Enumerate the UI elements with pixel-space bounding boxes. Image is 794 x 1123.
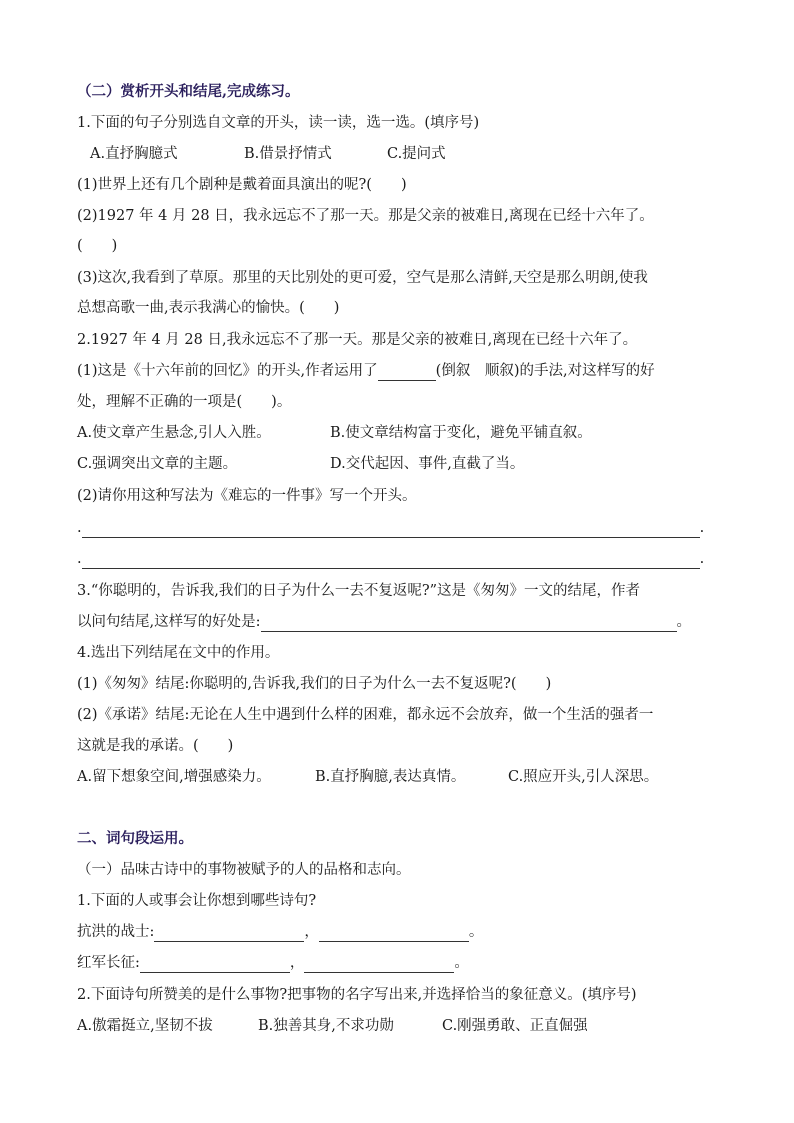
part2-q1-stem: 1.下面的人或事会让你想到哪些诗句? [77, 893, 317, 909]
writing-line-2-dot-right: . [699, 551, 705, 567]
q2-stem: 2.1927 年 4 月 28 日,我永远忘不了那一天。那是父亲的被难日,离现在已经十六年了。 [77, 332, 638, 348]
part2-q1-row-2-label: 红军长征: [77, 955, 140, 971]
writing-line-2-rule[interactable] [82, 554, 700, 569]
q1-option-b: B.借景抒情式 [244, 146, 332, 162]
part2-q2-options [77, 1016, 724, 1036]
q2-sub1-answer-blank[interactable] [378, 366, 436, 381]
q3-line-2 [77, 612, 724, 632]
writing-line-1-dot-right: . [699, 520, 705, 536]
q4-option-c: C.照应开头,引人深思。 [508, 769, 659, 785]
q1-stem: 1.下面的句子分别选自文章的开头，读一读，选一选。(填序号) [77, 115, 480, 131]
part2-q1-row-1-blank-2[interactable] [319, 927, 469, 942]
q1-item-2-answer[interactable]: ( ) [77, 238, 118, 254]
part-2-sub-heading: （一）品味古诗中的事物被赋予的人的品格和志向。 [77, 862, 411, 878]
q1-options [90, 144, 724, 164]
q4-option-b: B.直抒胸臆,表达真情。 [315, 769, 466, 785]
q4-stem: 4.选出下列结尾在文中的作用。 [77, 645, 280, 661]
q1-item-1: (1)世界上还有几个剧种是戴着面具演出的呢?( ) [77, 177, 407, 193]
part-2-heading: 二、词句段运用。 [77, 830, 193, 847]
part2-q1-row-2-period: 。 [454, 955, 469, 971]
part2-q1-row-1 [77, 922, 724, 942]
q2-sub1-line-2: 处，理解不正确的一项是( )。 [77, 394, 292, 410]
part2-q1-row-2-comma: ， [289, 955, 305, 971]
part2-q1-row-1-period: 。 [468, 924, 484, 940]
q2-options-row-1 [77, 423, 724, 443]
part2-q1-row-1-comma: ， [304, 924, 319, 940]
part2-q2-option-b: B.独善其身,不求功勋 [258, 1018, 394, 1034]
q2-sub1-text-pre: (1)这是《十六年前的回忆》的开头,作者运用了 [77, 363, 378, 379]
q2-option-c: C.强调突出文章的主题。 [77, 456, 238, 472]
writing-line-2-dot-left: . [77, 551, 82, 567]
q1-option-c: C.提问式 [387, 146, 446, 162]
q2-sub2: (2)请你用这种写法为《难忘的一件事》写一个开头。 [77, 488, 417, 504]
q3-line-1: 3.“你聪明的，告诉我,我们的日子为什么一去不复返呢?”这是《匆匆》一文的结尾，作者 [77, 583, 641, 599]
writing-line-1-rule[interactable] [82, 523, 700, 538]
q4-options [77, 767, 724, 787]
q4-item-2-line-1: (2)《承诺》结尾:无论在人生中遇到什么样的困难，都永远不会放弃，做一个生活的强者一 [77, 707, 654, 723]
part2-q1-row-2-blank-1[interactable] [140, 958, 290, 973]
q1-item-2: (2)1927 年 4 月 28 日，我永远忘不了那一天。那是父亲的被难日,离现在已经十六年了。 [77, 208, 654, 224]
part2-q1-row-1-blank-1[interactable] [154, 927, 304, 942]
q1-option-a: A.直抒胸臆式 [90, 146, 178, 162]
part2-q2-option-a: A.傲霜挺立,坚韧不拔 [77, 1018, 213, 1034]
part2-q1-row-2-blank-2[interactable] [304, 958, 454, 973]
q4-item-1: (1)《匆匆》结尾:你聪明的,告诉我,我们的日子为什么一去不复返呢?( ) [77, 676, 552, 692]
writing-line-1-dot-left: . [77, 520, 82, 536]
q2-options-row-2 [77, 454, 724, 474]
part2-q1-row-1-label: 抗洪的战士: [77, 924, 155, 940]
q2-option-a: A.使文章产生悬念,引人入胜。 [77, 425, 271, 441]
part2-q1-row-2 [77, 953, 724, 973]
q1-item-3-line-1: (3)这次,我看到了草原。那里的天比别处的更可爱，空气是那么清鲜,天空是那么明朗,使我 [77, 270, 648, 286]
writing-line-1[interactable] [77, 518, 704, 538]
writing-line-2[interactable] [77, 549, 704, 569]
section-heading-appreciate: （二）赏析开头和结尾,完成练习。 [77, 83, 300, 100]
q4-item-2-line-2: 这就是我的承诺。( ) [77, 738, 234, 754]
part2-q2-option-c: C.刚强勇敢、正直倔强 [442, 1018, 588, 1034]
q1-item-3-line-2: 总想高歌一曲,表示我满心的愉快。( ) [77, 300, 340, 316]
q2-sub1-line-1 [77, 361, 724, 381]
q4-option-a: A.留下想象空间,增强感染力。 [77, 769, 271, 785]
q3-line-2-end: 。 [676, 614, 691, 630]
q3-line-2-text: 以问句结尾,这样写的好处是: [77, 614, 261, 630]
q3-answer-blank[interactable] [261, 617, 677, 632]
q2-option-b: B.使文章结构富于变化，避免平铺直叙。 [330, 425, 592, 441]
part2-q2-stem: 2.下面诗句所赞美的是什么事物?把事物的名字写出来,并选择恰当的象征意义。(填序号) [77, 987, 637, 1003]
q2-sub1-text-post: (倒叙 顺叙)的手法,对这样写的好 [435, 363, 655, 379]
q2-option-d: D.交代起因、事件,直截了当。 [330, 456, 525, 472]
